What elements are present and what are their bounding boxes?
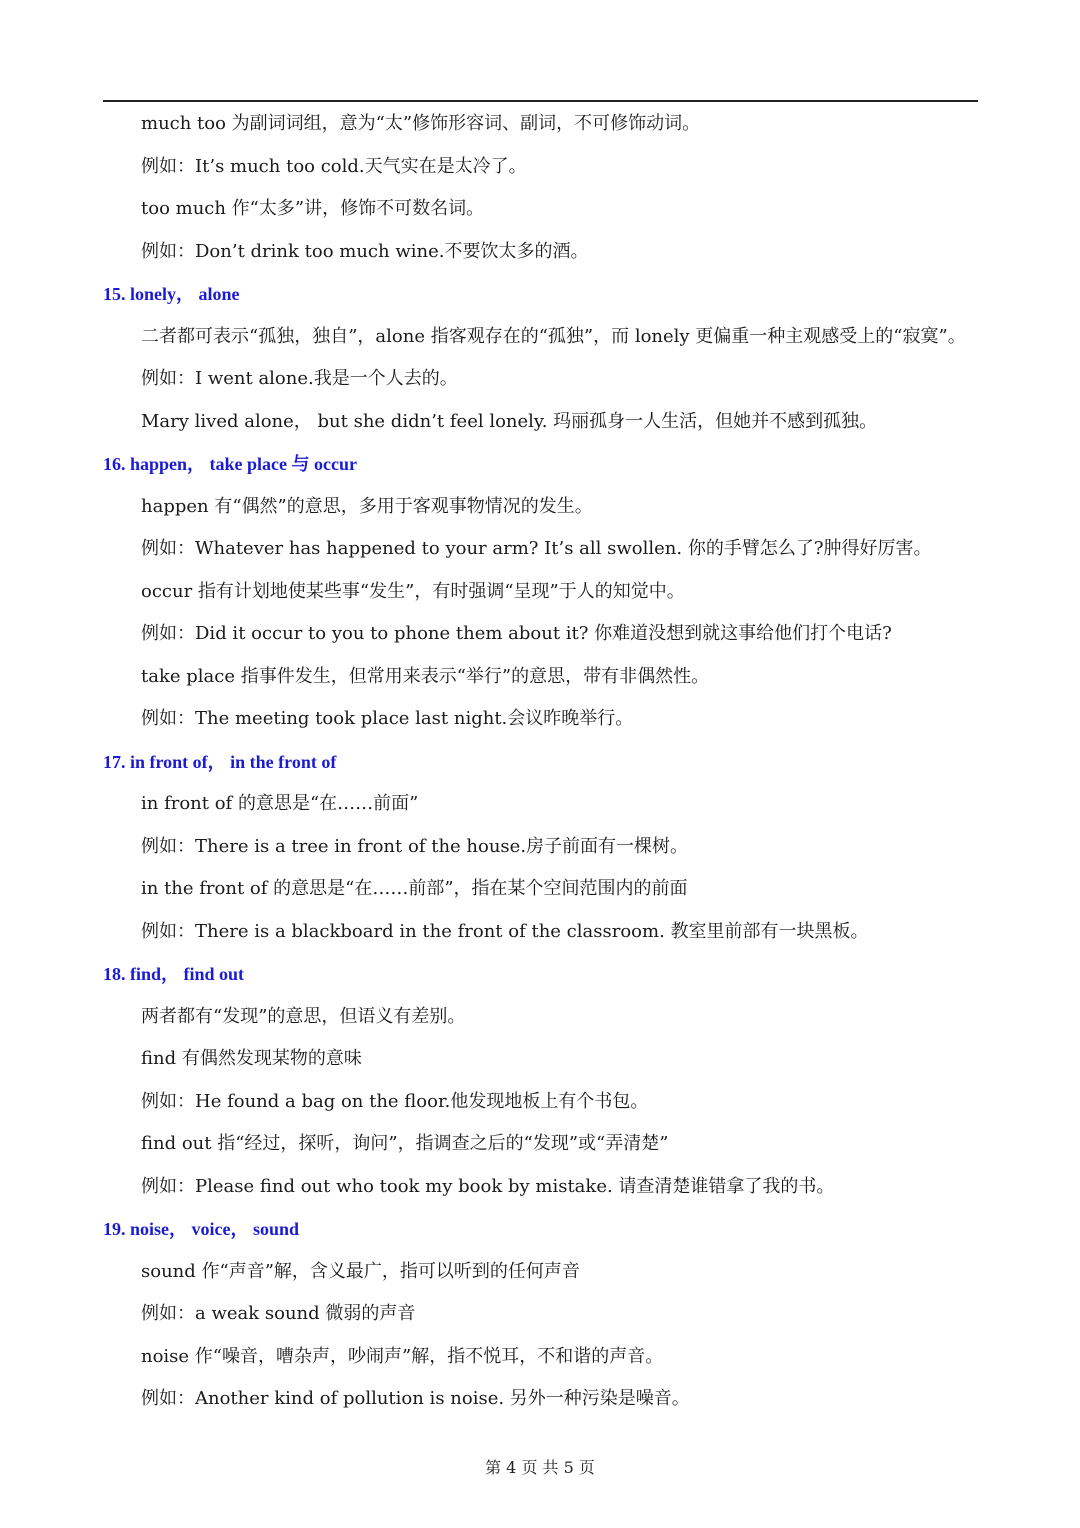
section-heading: 16. happen， take place 与 occur	[103, 454, 357, 474]
paragraph-line: find out 指“经过，探听，询问”，指调查之后的“发现”或“弄清楚”	[141, 1133, 669, 1154]
section-heading: 19. noise， voice， sound	[103, 1219, 300, 1239]
paragraph-line: 例如：Don’t drink too much wine.不要饮太多的酒。	[141, 240, 589, 262]
section-heading: 17. in front of， in the front of	[103, 751, 337, 772]
page-footer: 第 4 页 共 5 页	[485, 1458, 595, 1477]
paragraph-line: much too 为副词词组，意为“太”修饰形容词、副词，不可修饰动词。	[141, 113, 701, 134]
paragraph-line: Mary lived alone， but she didn’t feel lonely. 玛丽孤身一人生活，但她并不感到孤独。	[141, 410, 878, 432]
paragraph-line: happen 有“偶然”的意思，多用于客观事物情况的发生。	[141, 495, 593, 517]
paragraph-line: 例如：I went alone.我是一个人去的。	[141, 368, 458, 389]
paragraph-line: in front of 的意思是“在……前面”	[141, 793, 419, 814]
paragraph-line: sound 作“声音”解，含义最广，指可以听到的任何声音	[141, 1260, 580, 1282]
section-heading: 18. find， find out	[103, 964, 245, 984]
paragraph-line: too much 作“太多”讲，修饰不可数名词。	[141, 198, 485, 219]
paragraph-line: 两者都有“发现”的意思，但语义有差别。	[141, 1005, 466, 1027]
paragraph-line: occur 指有计划地使某些事“发生”，有时强调“呈现”于人的知觉中。	[141, 580, 685, 602]
paragraph-line: noise 作“噪音，嘈杂声，吵闹声”解，指不悦耳，不和谐的声音。	[141, 1345, 664, 1367]
paragraph-line: 例如：There is a blackboard in the front of the classroom. 教室里前部有一块黑板。	[141, 920, 869, 942]
paragraph-line: find 有偶然发现某物的意味	[141, 1048, 362, 1069]
header-rule	[103, 100, 978, 102]
paragraph-line: 例如：He found a bag on the floor.他发现地板上有个书包。	[141, 1090, 649, 1112]
paragraph-line: take place 指事件发生，但常用来表示“举行”的意思，带有非偶然性。	[141, 665, 710, 687]
paragraph-line: 例如：a weak sound 微弱的声音	[141, 1303, 416, 1324]
paragraph-line: 例如：Please find out who took my book by mistake. 请查清楚谁错拿了我的书。	[141, 1175, 835, 1197]
paragraph-line: 例如：The meeting took place last night.会议昨晚举行。	[141, 708, 634, 729]
document-content	[103, 103, 993, 1421]
paragraph-line: in the front of 的意思是“在……前部”，指在某个空间范围内的前面	[141, 878, 688, 899]
paragraph-line: 例如：Did it occur to you to phone them about it? 你难道没想到就这事给他们打个电话?	[141, 623, 892, 644]
paragraph-line: 例如：There is a tree in front of the house.房子前面有一棵树。	[141, 835, 689, 857]
paragraph-line: 例如：Whatever has happened to your arm? It’s all swollen. 你的手臂怎么了?肿得好厉害。	[141, 538, 932, 559]
paragraph-line: 例如：It’s much too cold.天气实在是太冷了。	[141, 155, 527, 177]
paragraph-line: 二者都可表示“孤独，独自”，alone 指客观存在的“孤独”，而 lonely 更偏重一种主观感受上的“寂寞”。	[141, 325, 966, 347]
paragraph-line: 例如：Another kind of pollution is noise. 另外一种污染是噪音。	[141, 1388, 690, 1409]
section-heading: 15. lonely， alone	[103, 284, 240, 304]
